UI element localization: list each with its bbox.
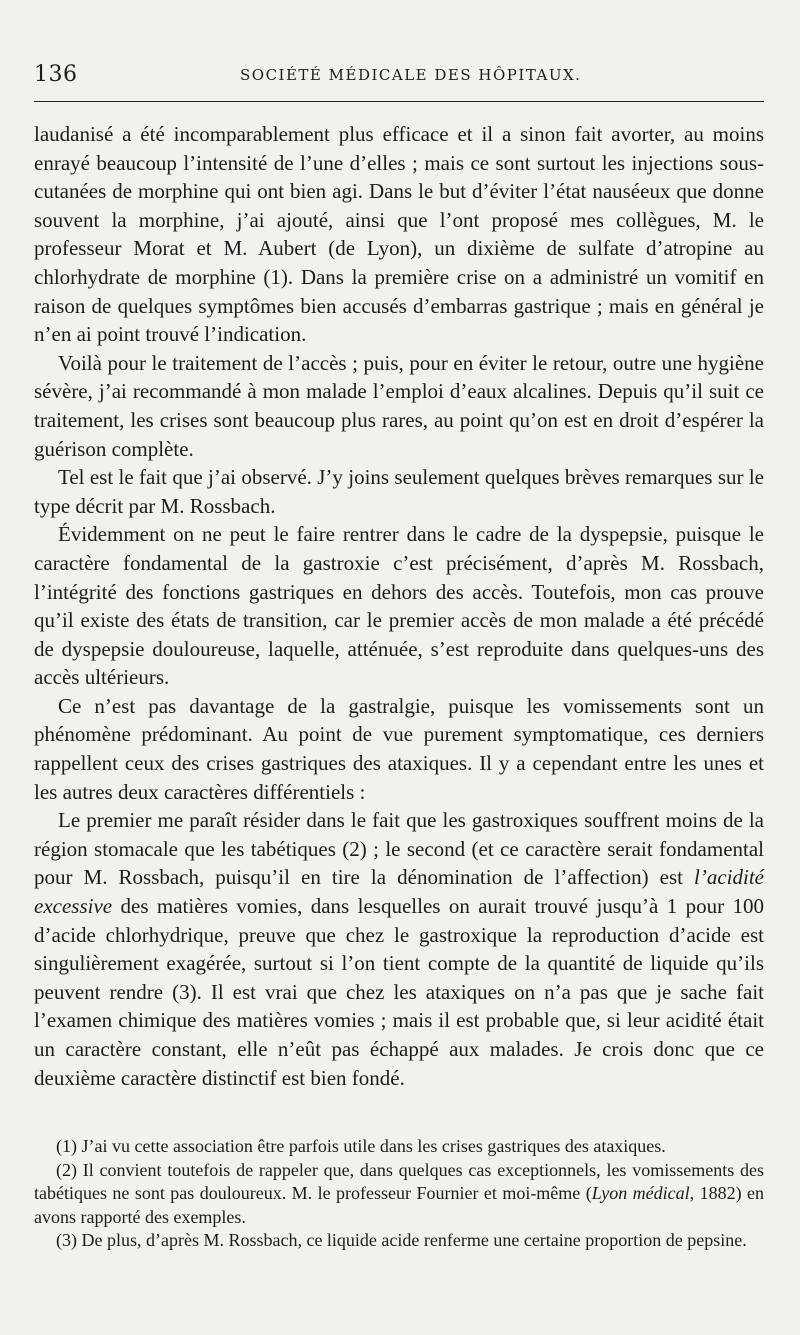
paragraph-4: Évidemment on ne peut le faire rentrer dans le cadre de la dyspepsie, puisque le caractère fondamental de la gastroxie c’est précisément, d’après M. Rossbach, l’intégrité des fonctions gastriques en dehors des accès. Toutefois, mon cas prouve qu’il existe des états de transition, car le premier accès de mon malade a été précédé de dyspepsie douloureuse, laquelle, atténuée, s’est reproduite dans quelques-uns des accès ultérieurs. <box>34 522 764 690</box>
paragraph-1: laudanisé a été incomparablement plus efficace et il a sinon fait avorter, au moins enrayé beaucoup l’intensité de l’une d’elles ; mais ce sont surtout les injections sous-cutanées de morphine qui ont bien agi. Dans le but d’éviter l’état nauséeux que donne souvent la morphine, j’ai ajouté, ainsi que l’ont proposé mes collègues, M. le professeur Morat et M. Aubert (de Lyon), un dixième de sulfate d’atropine au chlorhydrate de morphine (1). Dans la première crise on a administré un vomitif en raison de quelques symptômes bien accusés d’embarras gastrique ; mais en général je n’en ai point trouvé l’indication. <box>34 122 764 347</box>
body-text <box>34 120 764 1092</box>
paragraph-3: Tel est le fait que j’ai observé. J’y joins seulement quelques brèves remarques sur le type décrit par M. Rossbach. <box>34 465 764 518</box>
footnote-1: (1) J’ai vu cette association être parfois utile dans les crises gastriques des ataxiques. <box>56 1136 666 1156</box>
paragraph-6 <box>34 806 764 1092</box>
footnote-3: (3) De plus, d’après M. Rossbach, ce liquide acide renferme une certaine proportion de pepsine. <box>56 1230 747 1250</box>
footnote-2-text-b: , 1882) en avons rapporté des exemples. <box>34 1183 764 1227</box>
paragraph-5: Ce n’est pas davantage de la gastralgie, puisque les vomissements sont un phénomène prédominant. Au point de vue purement symptomatique, ces derniers rappellent ceux des crises gastriques des ataxiques. Il y a cependant entre les unes et les autres deux caractères différentiels : <box>34 693 764 804</box>
paragraph-2: Voilà pour le traitement de l’accès ; puis, pour en éviter le retour, outre une hygiène sévère, j’ai recommandé à mon malade l’emploi d’eaux alcalines. Depuis qu’il suit ce traitement, les crises sont beaucoup plus rares, au point qu’on est en droit d’espérer la guérison complète. <box>34 350 764 461</box>
paragraph-6-text-b: des matières vomies, dans lesquelles on aurait trouvé jusqu’à 1 pour 100 d’acide chlorhydrique, preuve que chez le gastroxique la reproduction d’acide est singulièrement exagérée, surtout si l’on tient compte de la quantité de liquide qu’ils peuvent rendre (3). Il est vrai que chez les ataxiques on n’a pas que je sache fait l’examen chimique des matières vomies ; mais il est probable que, si leur acidité était un caractère constant, elle n’eût pas échappé aux malades. Je crois donc que ce deuxième caractère distinctif est bien fondé. <box>34 894 764 1090</box>
paragraph-6-text-a: Le premier me paraît résider dans le fait que les gastroxiques souffrent moins de la région stomacale que les tabétiques (2) ; le second (et ce caractère serait fondamental pour M. Rossbach, puisqu’il en tire la dénomination de l’affection) est <box>34 808 764 890</box>
paragraph-6-emphasis: l’acidité excessive <box>34 865 764 919</box>
footnotes <box>34 1135 764 1253</box>
running-title: SOCIÉTÉ MÉDICALE DES HÔPITAUX. <box>240 66 582 84</box>
footnote-2-emphasis: Lyon médical <box>591 1183 690 1203</box>
page-number: 136 <box>34 62 78 87</box>
footnote-2-text-a: (2) Il convient toutefois de rappeler que, dans quelques cas exceptionnels, les vomissements des tabétiques ne sont pas douloureux. M. le professeur Fournier et moi-même ( <box>34 1159 764 1203</box>
footnote-2 <box>34 1159 764 1230</box>
header-rule <box>34 101 764 102</box>
page-header <box>34 60 764 92</box>
